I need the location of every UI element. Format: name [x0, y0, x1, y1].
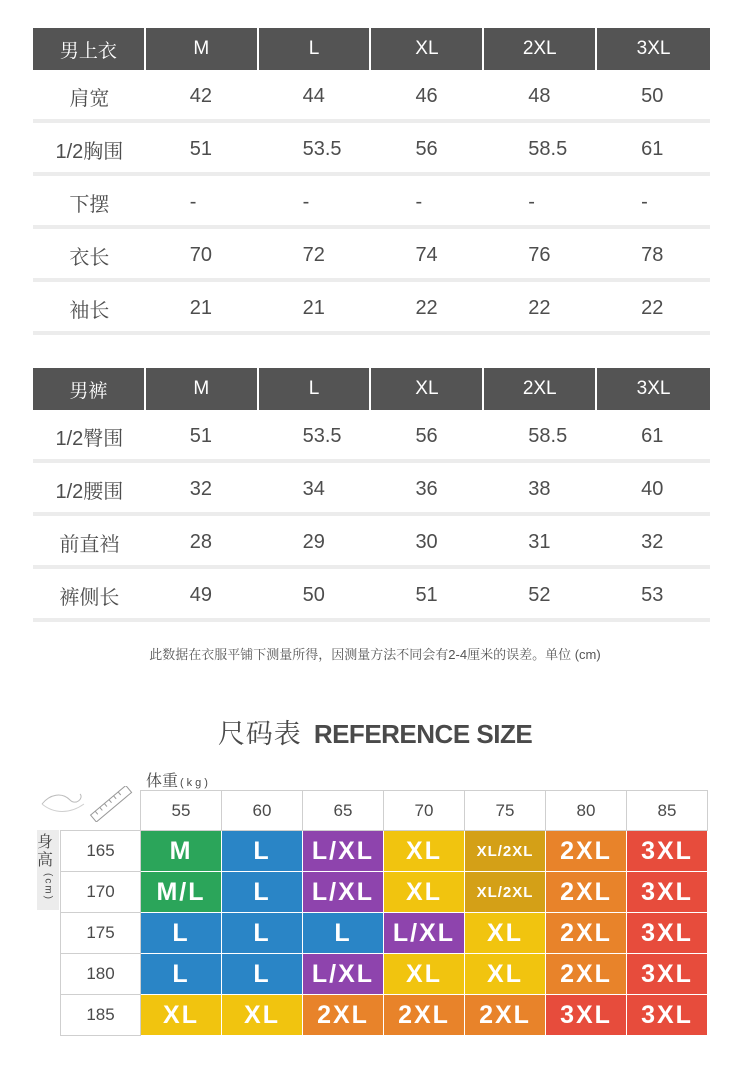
size-cell: 3XL [546, 995, 627, 1036]
height-row [61, 831, 708, 872]
header-cell: L [259, 28, 372, 70]
header-cell: M [146, 28, 259, 70]
table-cell: 32 [189, 477, 212, 500]
pants-size-table [33, 368, 710, 622]
weight-label-text: 体重 [146, 773, 179, 790]
table-cell: 44 [302, 84, 325, 107]
table-row [33, 70, 710, 123]
table-cell: 28 [189, 530, 212, 553]
size-cell: 3XL [627, 872, 708, 913]
measurement-note: 此数据在衣服平铺下测量所得，因测量方法不同会有2-4厘米的误差。单位 (cm) [149, 647, 601, 662]
table-cell: 40 [641, 477, 664, 500]
table-cell: 70 [189, 243, 212, 266]
height-cell: 175 [61, 913, 141, 954]
reference-size-grid [60, 790, 708, 1036]
header-cell: M [146, 368, 259, 410]
table-cell: 56 [415, 424, 438, 447]
height-cell: 165 [61, 831, 141, 872]
size-cell: L/XL [303, 954, 384, 995]
size-cell: 2XL [384, 995, 465, 1036]
size-cell: L [303, 913, 384, 954]
table-cell: 52 [528, 583, 551, 606]
size-cell: 2XL [546, 872, 627, 913]
table-row [33, 282, 710, 335]
top-table-header [33, 28, 710, 70]
size-cell: 3XL [627, 954, 708, 995]
weight-header-row [61, 791, 708, 831]
weight-cell: 80 [546, 791, 627, 831]
table-cell: 21 [189, 296, 212, 319]
table-cell: 32 [641, 530, 664, 553]
table-cell: 22 [528, 296, 551, 319]
table-cell: 21 [302, 296, 325, 319]
table-cell: 56 [415, 137, 438, 160]
table-cell: 78 [641, 243, 664, 266]
header-cell: L [259, 368, 372, 410]
weight-axis-label [146, 768, 211, 791]
height-row [61, 954, 708, 995]
size-cell: L [222, 913, 303, 954]
size-cell: 2XL [546, 954, 627, 995]
header-cell: XL [371, 28, 484, 70]
size-cell: XL [384, 872, 465, 913]
table-cell: 53.5 [302, 424, 342, 447]
row-label: 衣长 [69, 246, 110, 269]
size-cell: 3XL [627, 913, 708, 954]
size-cell: XL [222, 995, 303, 1036]
size-cell: L [141, 954, 222, 995]
table-cell: 46 [415, 84, 438, 107]
table-cell: 61 [641, 424, 664, 447]
weight-cell: 60 [222, 791, 303, 831]
table-cell: 72 [302, 243, 325, 266]
height-axis-label [37, 830, 59, 910]
size-cell: XL [384, 831, 465, 872]
row-label: 1/2臀围 [55, 427, 124, 450]
row-label: 1/2胸围 [55, 140, 124, 163]
header-cell: 男上衣 [33, 28, 146, 70]
table-cell: 58.5 [528, 424, 568, 447]
table-cell: - [415, 190, 423, 213]
size-cell: XL [465, 913, 546, 954]
table-cell: 58.5 [528, 137, 568, 160]
table-row [33, 123, 710, 176]
table-cell: 74 [415, 243, 438, 266]
reference-title [0, 712, 750, 751]
table-cell: 36 [415, 477, 438, 500]
table-row [33, 463, 710, 516]
row-label: 袖长 [69, 299, 110, 322]
title-cn: 尺码表 [217, 719, 302, 749]
size-cell: XL/2XL [465, 872, 546, 913]
top-size-table [33, 28, 710, 335]
pants-table-header [33, 368, 710, 410]
size-cell: M/L [141, 872, 222, 913]
header-cell: 2XL [484, 368, 597, 410]
table-cell: 22 [415, 296, 438, 319]
header-cell: 2XL [484, 28, 597, 70]
size-cell: 2XL [303, 995, 384, 1036]
table-row [33, 569, 710, 622]
table-cell: 38 [528, 477, 551, 500]
size-cell: M [141, 831, 222, 872]
weight-cell: 75 [465, 791, 546, 831]
table-row [33, 410, 710, 463]
table-cell: 61 [641, 137, 664, 160]
table-cell: 22 [641, 296, 664, 319]
weight-cell: 55 [141, 791, 222, 831]
size-cell: 3XL [627, 831, 708, 872]
size-cell: XL [141, 995, 222, 1036]
row-label: 前直裆 [59, 533, 120, 556]
size-cell: 2XL [546, 831, 627, 872]
weight-cell: 70 [384, 791, 465, 831]
header-cell: 男裤 [33, 368, 146, 410]
height-row [61, 872, 708, 913]
row-label: 裤侧长 [59, 586, 120, 609]
size-cell: XL [384, 954, 465, 995]
table-cell: - [528, 190, 535, 213]
title-en: REFERENCE SIZE [313, 719, 533, 749]
table-cell: - [641, 190, 648, 213]
table-cell: 49 [189, 583, 212, 606]
size-cell: L/XL [384, 913, 465, 954]
size-cell: 3XL [627, 995, 708, 1036]
table-row [33, 229, 710, 282]
size-cell: L [222, 831, 303, 872]
table-row [33, 516, 710, 569]
table-cell: 29 [302, 530, 325, 553]
size-cell: XL [465, 954, 546, 995]
height-label-text: 身高 [37, 834, 54, 869]
row-label: 1/2腰围 [55, 480, 124, 503]
size-cell: L [141, 913, 222, 954]
header-cell: XL [371, 368, 484, 410]
table-cell: 53.5 [302, 137, 342, 160]
height-cell: 185 [61, 995, 141, 1036]
table-row [33, 176, 710, 229]
table-cell: 50 [302, 583, 325, 606]
table-cell: 51 [415, 583, 438, 606]
table-cell: 51 [189, 137, 212, 160]
table-cell: 76 [528, 243, 551, 266]
weight-cell: 85 [627, 791, 708, 831]
height-row [61, 913, 708, 954]
row-label: 下摆 [69, 193, 110, 216]
size-cell: 2XL [465, 995, 546, 1036]
size-cell: 2XL [546, 913, 627, 954]
weight-unit: (kg) [180, 777, 211, 789]
header-cell: 3XL [597, 28, 710, 70]
table-cell: 31 [528, 530, 551, 553]
height-cell: 170 [61, 872, 141, 913]
table-cell: 48 [528, 84, 551, 107]
size-cell: L/XL [303, 831, 384, 872]
weight-cell: 65 [303, 791, 384, 831]
grid-corner [61, 791, 141, 831]
size-cell: L [222, 872, 303, 913]
size-cell: L [222, 954, 303, 995]
height-row [61, 995, 708, 1036]
size-cell: L/XL [303, 872, 384, 913]
size-cell: XL/2XL [465, 831, 546, 872]
table-cell: 42 [189, 84, 212, 107]
height-unit: (cm) [42, 873, 54, 901]
row-label: 肩宽 [69, 87, 110, 110]
table-cell: - [189, 190, 197, 213]
table-cell: 50 [641, 84, 664, 107]
header-cell: 3XL [597, 368, 710, 410]
table-cell: - [302, 190, 310, 213]
table-cell: 53 [641, 583, 664, 606]
table-cell: 51 [189, 424, 212, 447]
table-cell: 34 [302, 477, 325, 500]
height-cell: 180 [61, 954, 141, 995]
table-cell: 30 [415, 530, 438, 553]
